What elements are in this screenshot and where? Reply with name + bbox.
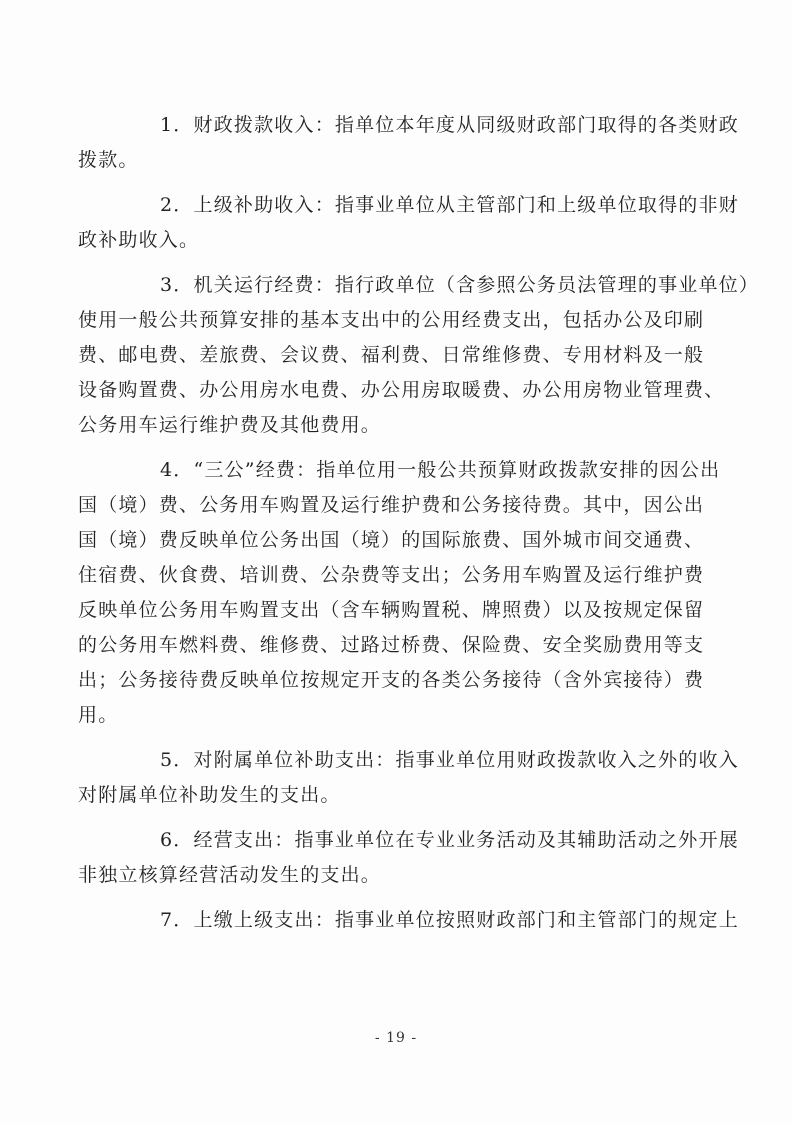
paragraph-line: 设备购置费、办公用房水电费、办公用房取暖费、办公用房物业管理费、 [78,379,725,401]
document-body [78,108,760,948]
paragraph-6 [78,823,739,893]
paragraph-line: 2．上级补助收入：指事业单位从主管部门和上级单位取得的非财 [160,194,739,216]
paragraph-7 [78,903,739,938]
paragraph-line: 6．经营支出：指事业单位在专业业务活动及其辅助活动之外开展 [160,829,739,851]
paragraph-1 [78,108,739,178]
paragraph-line: 住宿费、伙食费、培训费、公杂费等支出；公务用车购置及运行维护费 [78,564,705,586]
paragraph-line: 3．机关运行经费：指行政单位（含参照公务员法管理的事业单位） [160,274,760,296]
paragraph-line: 国（境）费、公务用车购置及运行维护费和公务接待费。其中，因公出 [78,494,705,516]
paragraph-line: 非独立核算经营活动发生的支出。 [78,864,382,886]
paragraph-line: 出；公务接待费反映单位按规定开支的各类公务接待（含外宾接待）费 [78,669,705,691]
paragraph-line: 1．财政拨款收入：指单位本年度从同级财政部门取得的各类财政 [160,114,739,136]
paragraph-line: 4．“三公”经费：指单位用一般公共预算财政拨款安排的因公出 [160,459,721,481]
paragraph-line: 费、邮电费、差旅费、会议费、福利费、日常维修费、专用材料及一般 [78,344,705,366]
paragraph-5 [78,743,739,813]
paragraph-line: 7．上缴上级支出：指事业单位按照财政部门和主管部门的规定上 [160,909,739,931]
paragraph-line: 5．对附属单位补助支出：指事业单位用财政拨款收入之外的收入 [160,749,739,771]
paragraph-line: 的公务用车燃料费、维修费、过路过桥费、保险费、安全奖励费用等支 [78,634,705,656]
paragraph-line: 国（境）费反映单位公务出国（境）的国际旅费、国外城市间交通费、 [78,529,705,551]
paragraph-line: 对附属单位补助发生的支出。 [78,784,341,806]
page-number: - 19 - [374,1030,418,1046]
paragraph-4 [78,453,728,733]
paragraph-line: 反映单位公务用车购置支出（含车辆购置税、牌照费）以及按规定保留 [78,599,705,621]
paragraph-2 [78,188,739,258]
paragraph-line: 政补助收入。 [78,229,200,251]
paragraph-line: 公务用车运行维护费及其他费用。 [78,414,382,436]
paragraph-line: 用。 [78,704,119,726]
paragraph-3 [78,268,760,443]
paragraph-line: 使用一般公共预算安排的基本支出中的公用经费支出，包括办公及印刷 [78,309,705,331]
paragraph-line: 拨款。 [78,149,139,171]
